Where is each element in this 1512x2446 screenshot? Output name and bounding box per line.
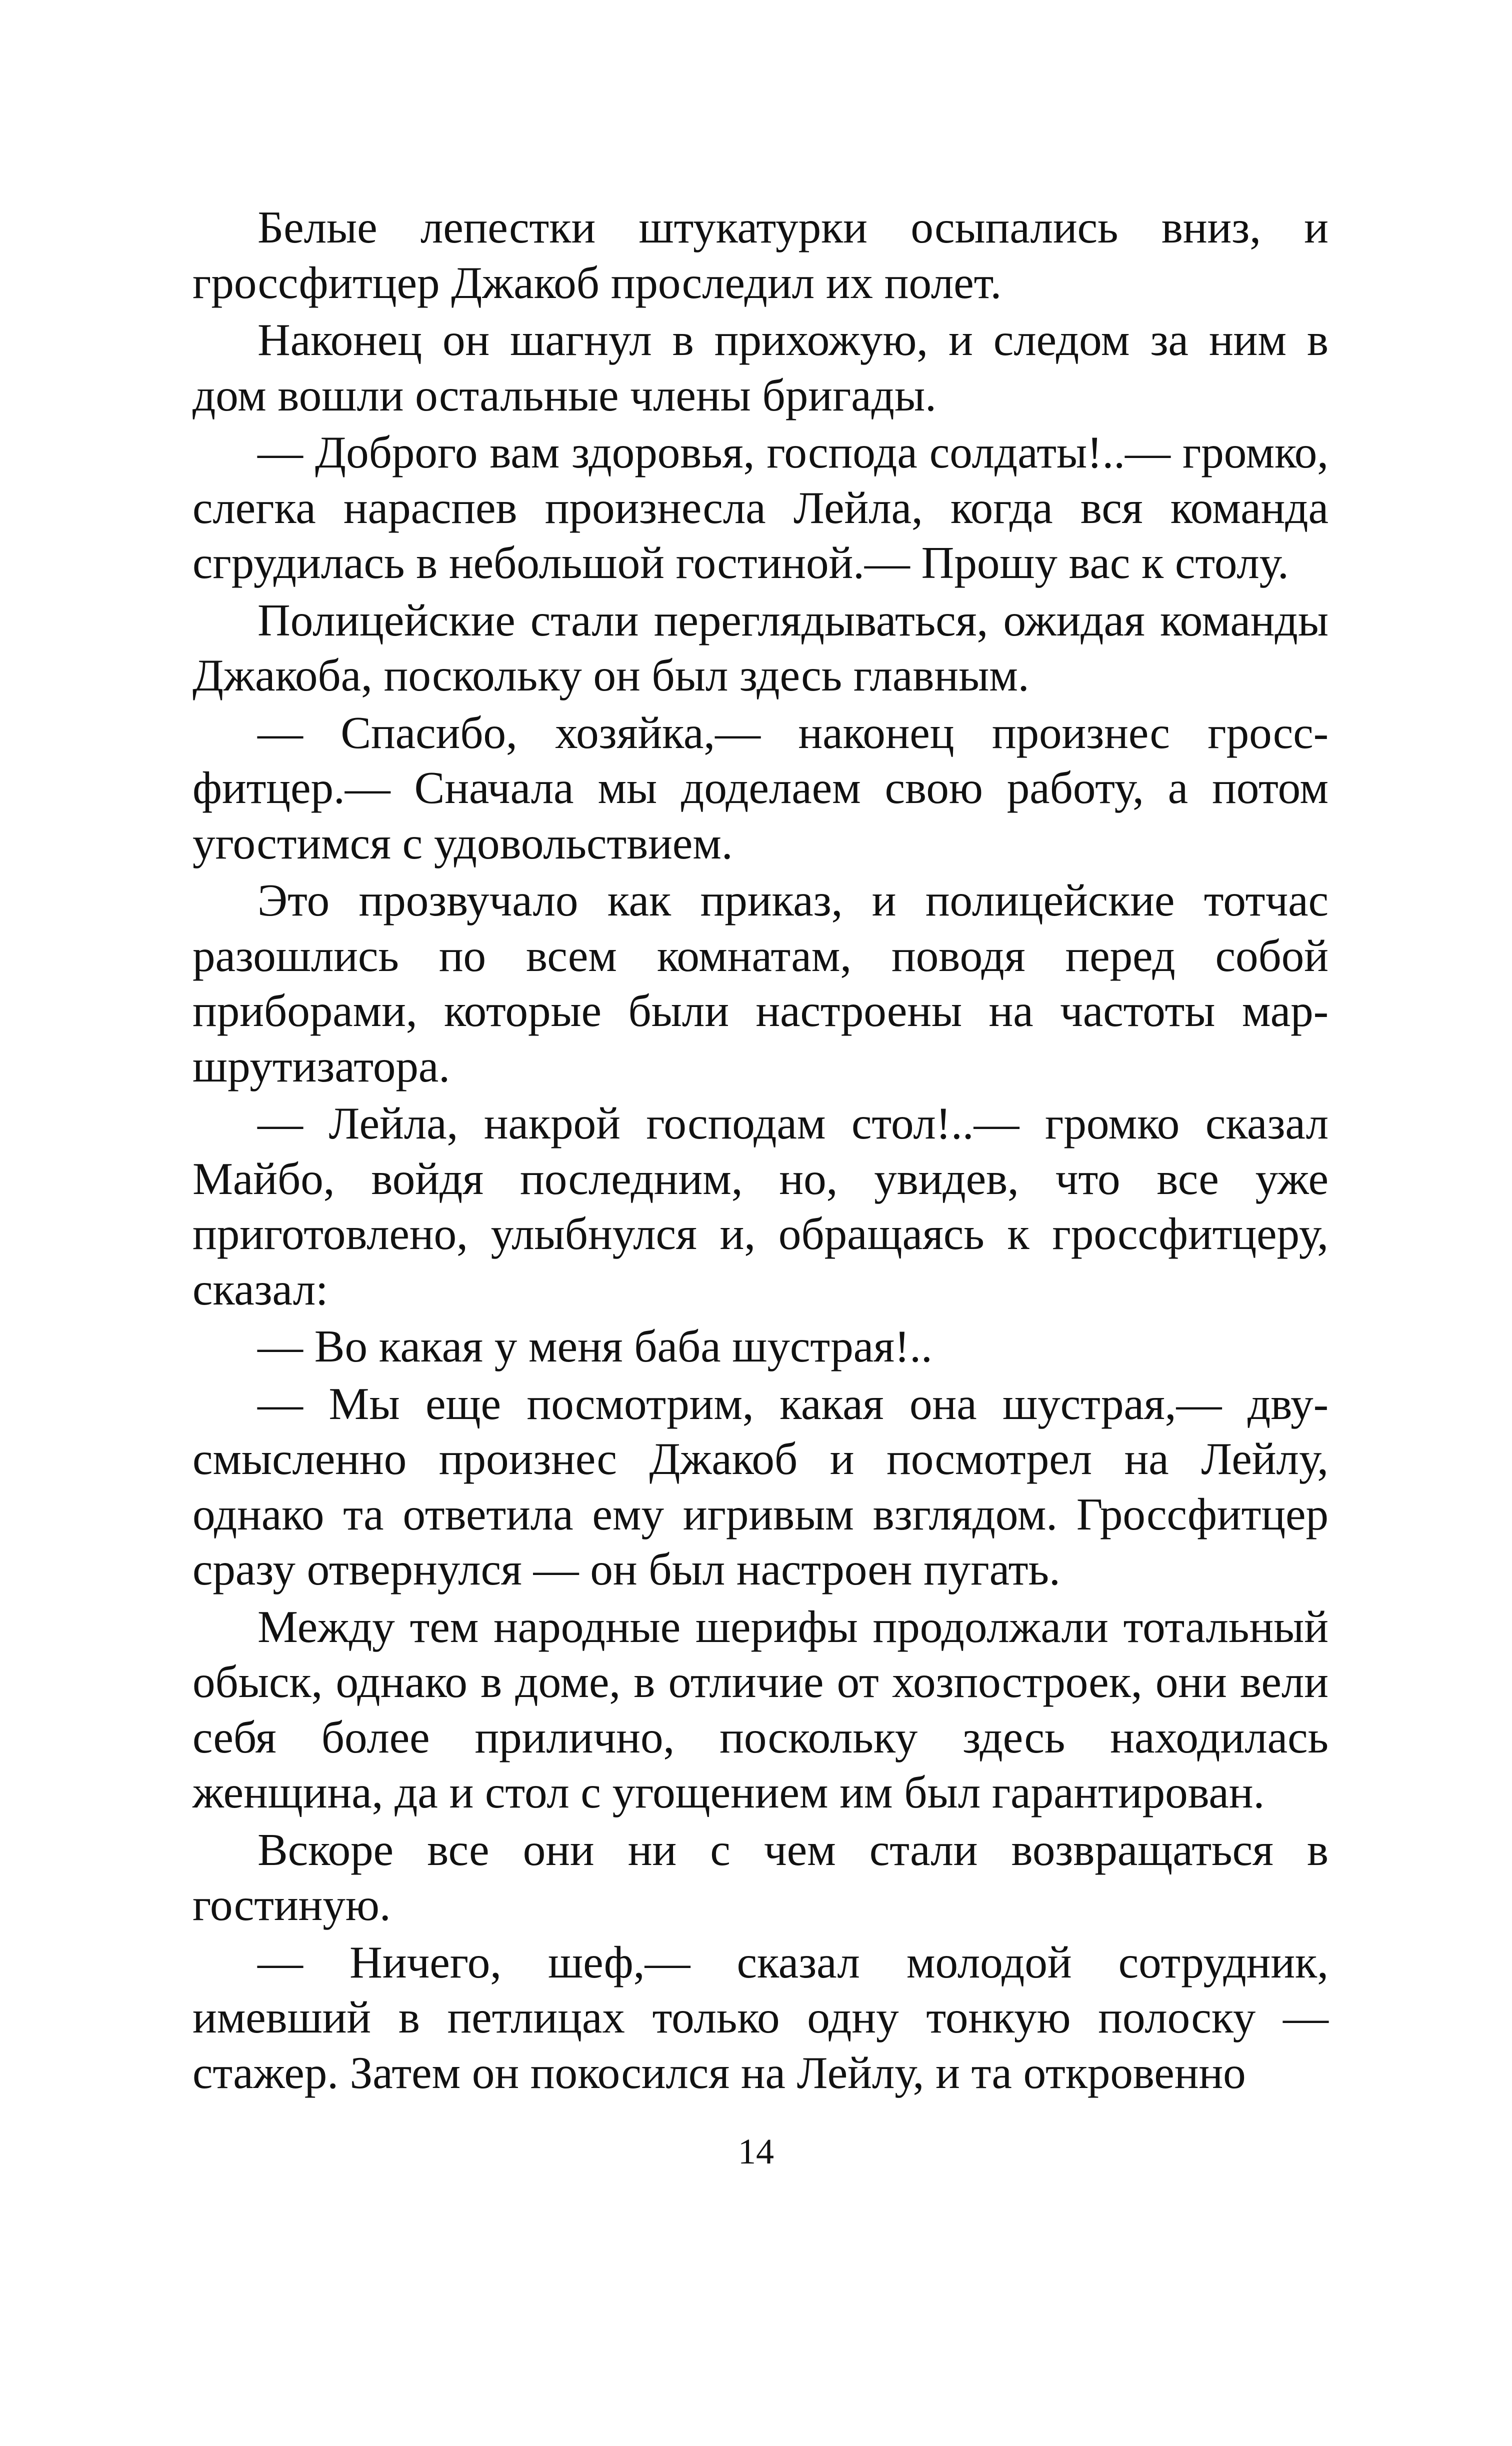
paragraph-7: — Лейла, накрой господам стол!..— громко сказал Майбо, войдя последним, но, увидев, что все уже приготовлено, улыбнулся и, обращаясь к гроссфитцеру, сказал: (192, 1098, 1328, 1314)
paragraph-1: Белые лепестки штукатурки осыпались вниз, и гроссфитцер Джакоб проследил их полет. (192, 202, 1328, 308)
paragraph-3: — Доброго вам здоровья, господа солдаты!..— громко, слегка нараспев произнесла Лейла, когда вся команда сгрудилась в небольшой гостиной.— Прошу вас к столу. (192, 427, 1328, 588)
paragraph-6: Это прозвучало как приказ, и полицейские тотчас разошлись по всем комнатам, поводя перед собой приборами, которые были настроены на частоты маршрутизатора. (192, 875, 1328, 1092)
paragraph-9: — Мы еще посмотрим, какая она шустрая,— двусмысленно произнес Джакоб и посмотрел на Лейлу, однако та ответила ему игривым взглядом. Гроссфитцер сразу отвернулся — он был настроен пугать. (192, 1378, 1328, 1594)
paragraph-5: — Спасибо, хозяйка,— наконец произнес гроссфитцер.— Сначала мы доделаем свою работу, а потом угостимся с удовольствием. (192, 707, 1328, 868)
page-number: 14 (738, 2132, 774, 2172)
paragraph-2: Наконец он шагнул в прихожую, и следом за ним в дом вошли остальные члены бригады. (192, 314, 1328, 420)
paragraph-11: Вскоре все они ни с чем стали возвращаться в гостиную. (192, 1824, 1328, 1930)
body-text (192, 200, 1328, 2102)
paragraph-8: — Во какая у меня баба шустрая!.. (258, 1321, 932, 1372)
paragraph-12: — Ничего, шеф,— сказал молодой сотрудник, имевший в петлицах только одну тонкую полоску — стажер. Затем он покосился на Лейлу, и та откровенно (192, 1936, 1328, 2098)
paragraph-10: Между тем народные шерифы продолжали тотальный обыск, однако в доме, в отличие от хозпостроек, они вели себя более прилично, поскольку здесь находилась женщина, да и стол с угощением им был гарантирован. (192, 1601, 1328, 1818)
paragraph-4: Полицейские стали переглядываться, ожидая команды Джакоба, поскольку он был здесь главным. (192, 594, 1328, 700)
